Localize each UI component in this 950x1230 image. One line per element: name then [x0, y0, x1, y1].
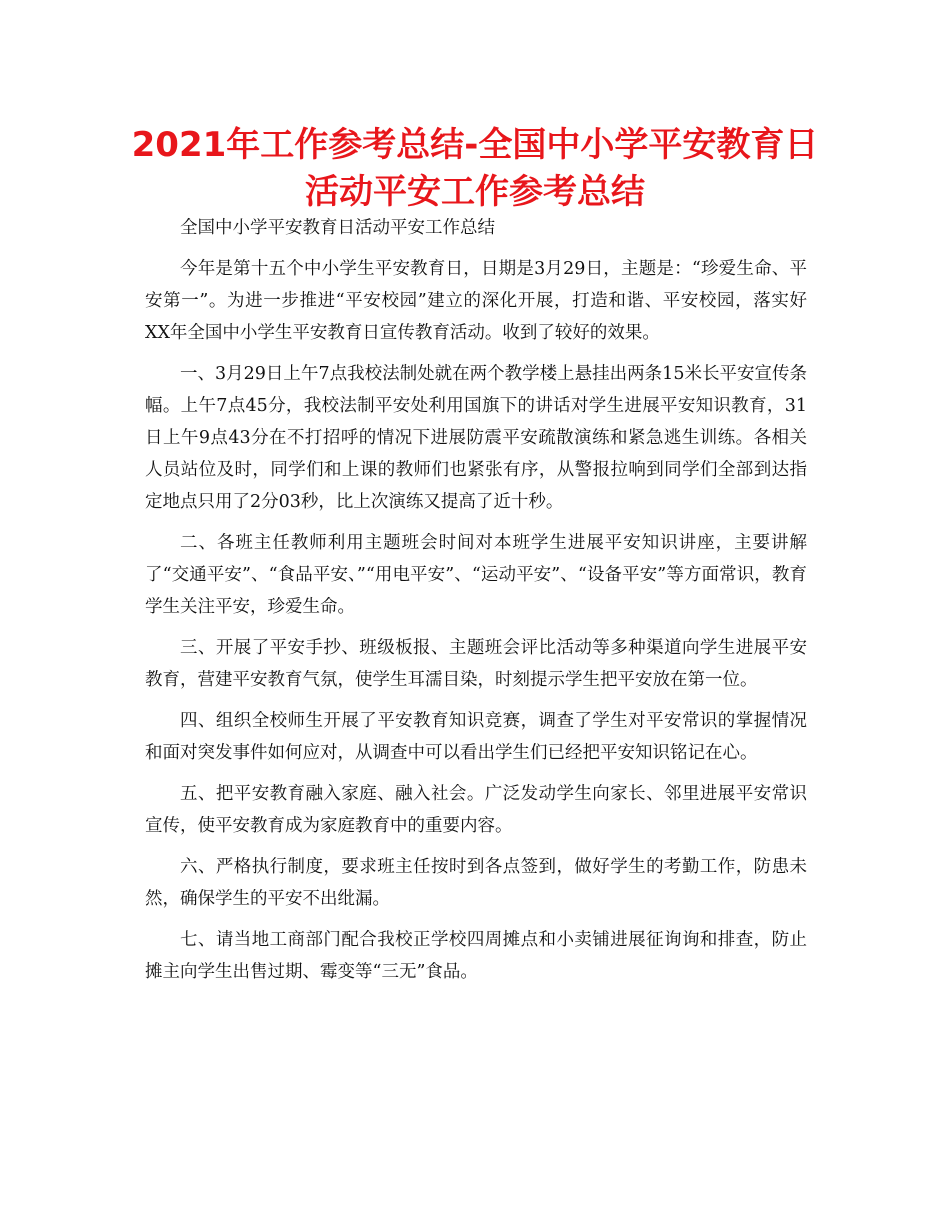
- paragraph-item-4: 四、组织全校师生开展了平安教育知识竞赛，调查了学生对平安常识的掌握情况和面对突发事件如何应对，从调查中可以看出学生们已经把平安知识铭记在心。: [145, 711, 807, 763]
- paragraph-intro: 今年是第十五个中小学生平安教育日，日期是3月29日，主题是：“珍爱生命、平安第一”。为进一步推进“平安校园”建立的深化开展，打造和谐、平安校园，落实好XX年全国中小学生平安教育日宣传教育活动。收到了较好的效果。: [145, 259, 807, 343]
- paragraph-item-1: 一、3月29日上午7点我校法制处就在两个教学楼上悬挂出两条15米长平安宣传条幅。上午7点45分，我校法制平安处利用国旗下的讲话对学生进展平安知识教育，31日上午9点43分在不打招呼的情况下进展防震平安疏散演练和紧急逃生训练。各相关人员站位及时，同学们和上课的教师们也紧张有序，从警报拉响到同学们全部到达指定地点只用了2分03秒，比上次演练又提高了近十秒。: [145, 364, 807, 512]
- document-subtitle: 全国中小学平安教育日活动平安工作总结: [180, 218, 495, 238]
- paragraph-item-5: 五、把平安教育融入家庭、融入社会。广泛发动学生向家长、邻里进展平安常识宣传，使平安教育成为家庭教育中的重要内容。: [145, 784, 807, 836]
- paragraph-item-3: 三、开展了平安手抄、班级板报、主题班会评比活动等多种渠道向学生进展平安教育，营建平安教育气氛，使学生耳濡目染，时刻提示学生把平安放在第一位。: [145, 638, 807, 690]
- paragraph-item-6: 六、严格执行制度，要求班主任按时到各点签到，做好学生的考勤工作，防患未然，确保学生的平安不出纰漏。: [145, 857, 807, 909]
- document-title: 2021年工作参考总结-全国中小学平安教育日活动平安工作参考总结: [131, 125, 819, 212]
- document-body: [145, 212, 807, 997]
- paragraph-item-2: 二、各班主任教师利用主题班会时间对本班学生进展平安知识讲座，主要讲解了“交通平安”、“食品平安、”“用电平安”、“运动平安”、“设备平安”等方面常识，教育学生关注平安，珍爱生命。: [145, 533, 807, 617]
- paragraph-item-7: 七、请当地工商部门配合我校正学校四周摊点和小卖铺进展征询询和排查，防止摊主向学生出售过期、霉变等“三无”食品。: [145, 930, 807, 982]
